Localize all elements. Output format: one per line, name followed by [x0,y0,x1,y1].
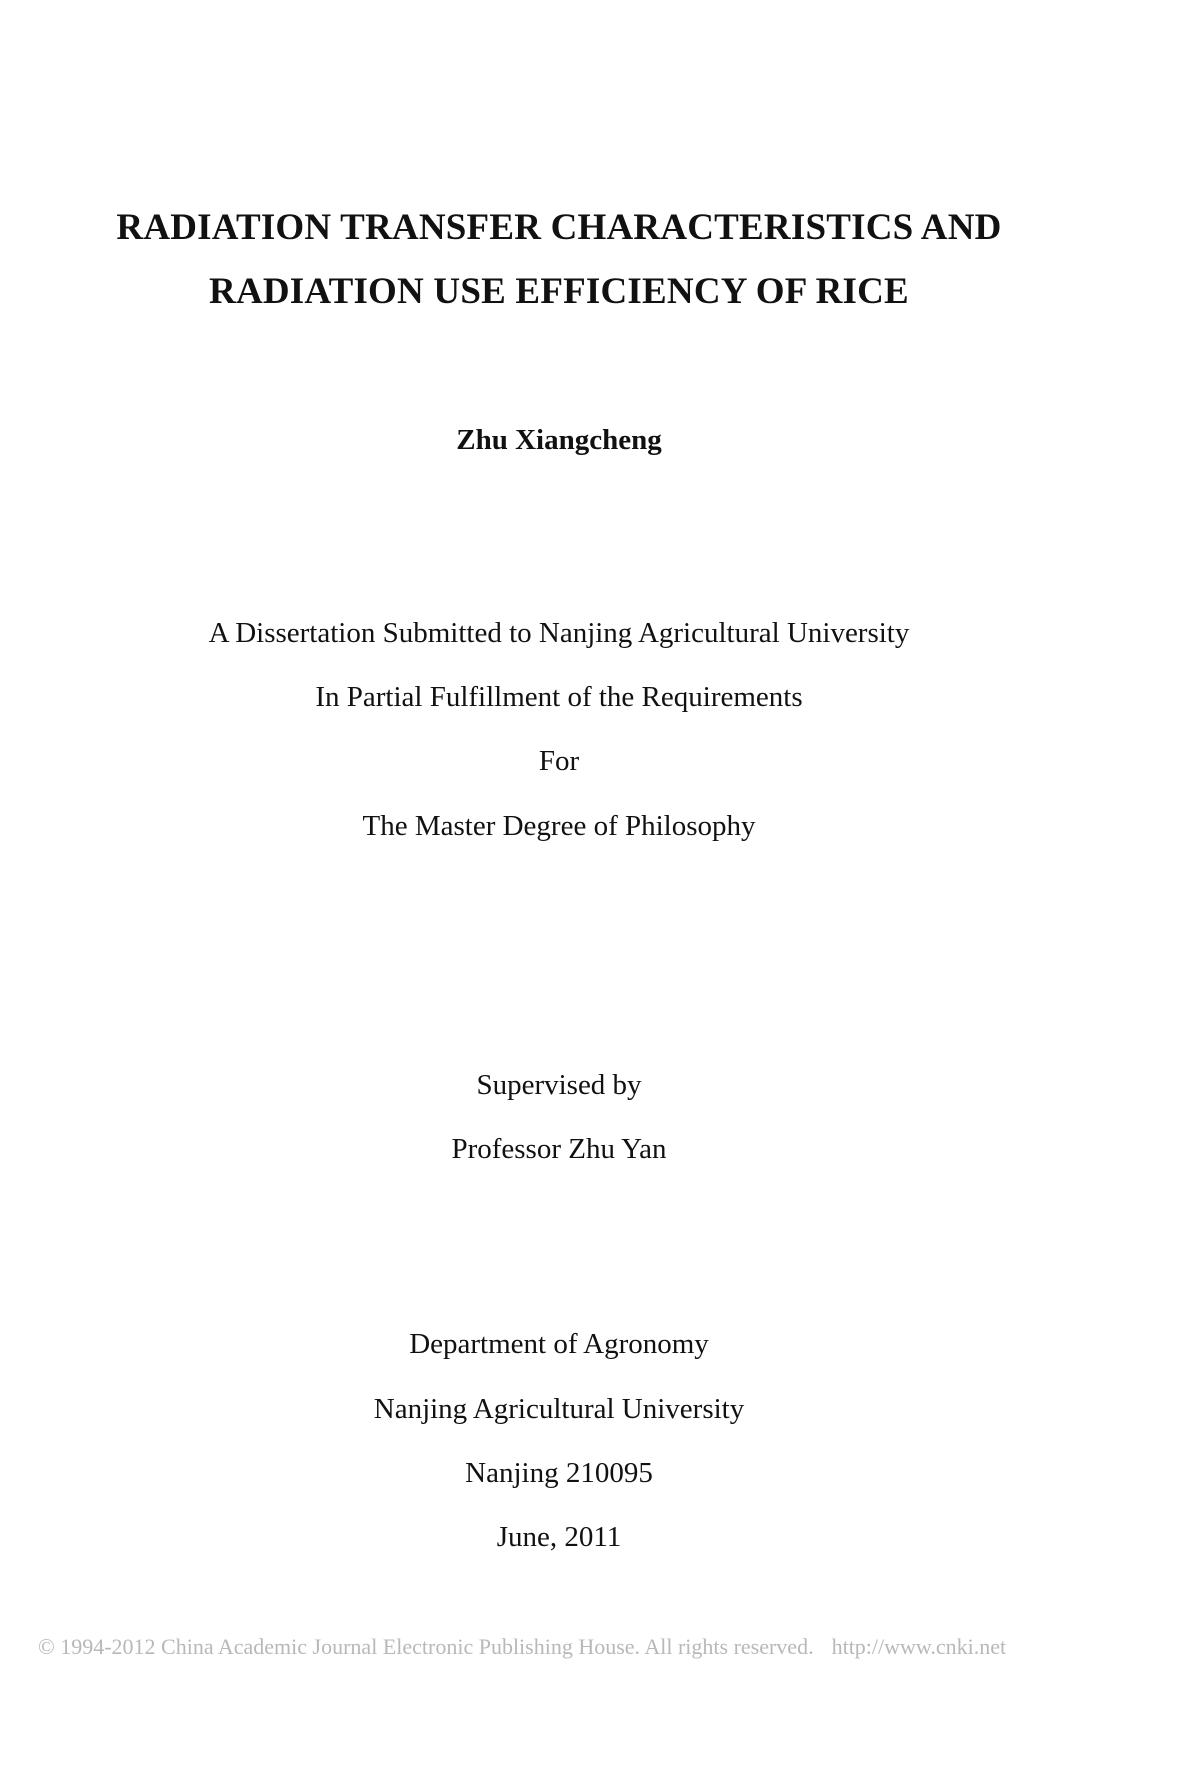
requirements-statement: In Partial Fulfillment of the Requirements [315,681,803,713]
copyright-footer [38,1634,1006,1660]
submission-date: June, 2011 [496,1521,622,1553]
submission-statement: A Dissertation Submitted to Nanjing Agricultural University [208,617,910,649]
university-name: Nanjing Agricultural University [373,1393,745,1425]
degree-statement: The Master Degree of Philosophy [362,810,756,842]
thesis-title-line-2: RADIATION USE EFFICIENCY OF RICE [209,271,909,312]
footer-url: http://www.cnki.net [831,1634,1007,1659]
author-name: Zhu Xiangcheng [456,424,662,456]
city-postcode: Nanjing 210095 [465,1457,653,1489]
copyright-text: © 1994-2012 China Academic Journal Electronic Publishing House. All rights reserved. [38,1634,814,1659]
department-name: Department of Agronomy [409,1328,709,1360]
thesis-title-line-1: RADIATION TRANSFER CHARACTERISTICS AND [116,207,1002,248]
supervisor-name: Professor Zhu Yan [451,1133,667,1165]
for-statement: For [538,745,580,777]
supervised-by-label: Supervised by [476,1069,642,1101]
